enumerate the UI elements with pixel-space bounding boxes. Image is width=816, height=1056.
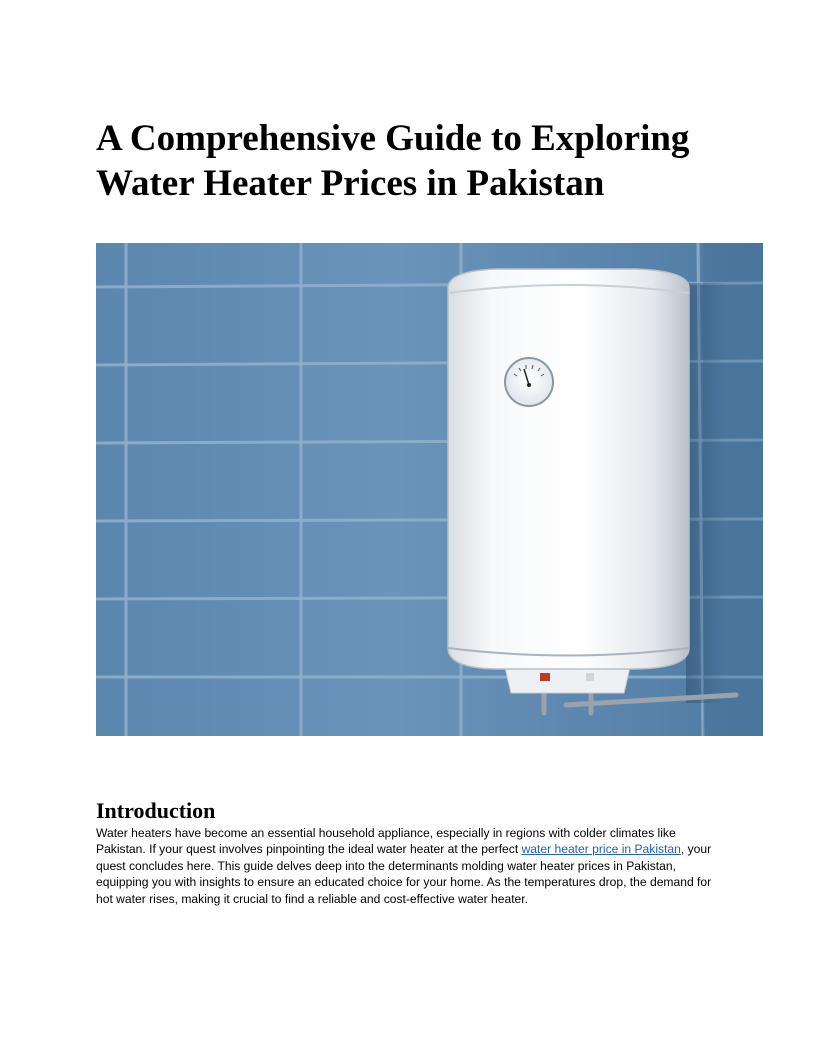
intro-text-before-link: Water heaters have become an essential household appliance, especially in regions with colder climates like Pakistan. If your quest involves pinpointing the ideal water heater at the perfect bbox=[96, 826, 676, 857]
water-heater-image bbox=[96, 243, 763, 736]
intro-paragraph bbox=[96, 825, 728, 907]
intro-text-after-link: , your quest concludes here. This guide delves deep into the determinants molding water heater prices in Pakistan, equipping you with insights to ensure an educated choice for your home. As the temperatures drop, the demand for hot water rises, making it crucial to find a reliable and cost-effective water heater. bbox=[96, 842, 712, 906]
section-heading-introduction: Introduction bbox=[96, 798, 216, 823]
title-line-1: A Comprehensive Guide to Exploring bbox=[96, 118, 690, 159]
page-title bbox=[96, 116, 736, 206]
water-heater-price-link[interactable]: water heater price in Pakistan bbox=[521, 842, 681, 857]
title-line-2: Water Heater Prices in Pakistan bbox=[96, 163, 605, 204]
